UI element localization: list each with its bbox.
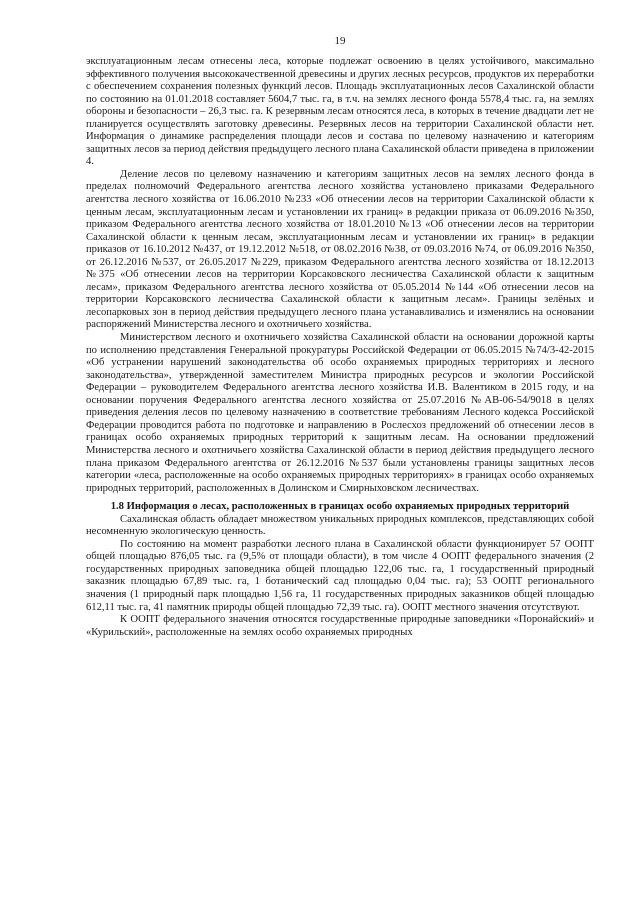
paragraph-forest-division: Деление лесов по целевому назначению и категориям защитных лесов на землях лесного фонда в пределах полномочий Федерального агентства лесного хозяйства установлено приказами Федерального агентства лесного хозяйства от 16.06.2010 №233 «Об отнесении лесов на территории Сахалинской области к ценным лесам, эксплуатационным лесам и установлении их границ» в редакции приказа от 06.09.2016 №350, приказом Федерального агентства лесного хозяйства от 18.01.2010 №13 «Об отнесении лесов на территории Сахалинской области к ценным лесам, эксплуатационным лесам и установлении их границ» в редакции приказов от 16.10.2012 №437, от 19.12.2012 №518, от 08.02.2016 №38, от 09.03.2016 №74, от 06.09.2016 №350, от 26.12.2016 №537, от 26.05.2017 №229, приказом Федерального агентства лесного хозяйства от 18.12.2013 №375 «Об отнесении лесов на территории Корсаковского лесничества Сахалинской области к защитным лесам», приказом Федерального агентства лесного хозяйства от 05.05.2014 №144 «Об отнесении лесов на территории Корсаковского лесничества Сахалинской области к защитным лесам». Границы зелёных и лесопарковых зон в период действия предыдущего лесного плана устанавливались и изменялись на основании распоряжений Министерства лесного и охотничьего хозяйства. xyxy=(86,168,594,331)
paragraph-federal-oopt: К ООПТ федерального значения относятся государственные природные заповедники «Поронайский» и «Курильский», расположенные на землях особо охраняемых природных xyxy=(86,614,594,638)
paragraph-natural-complexes: Сахалинская область обладает множеством уникальных природных комплексов, представляющих собой несомненную экологическую ценность. xyxy=(86,513,594,538)
paragraph-exploitation-forests: эксплуатационным лесам отнесены леса, которые подлежат освоению в целях устойчивого, максимально эффективного получения высококачественной древесины и других лесных ресурсов, продуктов их переработки с обеспечением сохранения полезных функций лесов. Площадь эксплуатационных лесов Сахалинской области по состоянию на 01.01.2018 составляет 5604,7 тыс. га, в т.ч. на землях лесного фонда 5578,4 тыс. га, на землях обороны и безопасности – 26,3 тыс. га. К резервным лесам относятся леса, в которых в течение двадцати лет не планируется осуществлять заготовку древесины. Резервных лесов на территории Сахалинской области нет. Информация о динамике распределения площади лесов и состава по целевому назначению и категориям защитных лесов за период действия предыдущего лесного плана Сахалинской области приведена в приложении 4. xyxy=(86,56,594,168)
page-number: 19 xyxy=(334,35,346,47)
section-heading: 1.8 Информация о лесах, расположенных в границах особо охраняемых природных территорий xyxy=(110,501,570,513)
paragraph-oopt-statistics: По состоянию на момент разработки лесного плана в Сахалинской области функционирует 57 ООПТ общей площадью 876,05 тыс. га (9,5% от площади области), в том числе 4 ООПТ федерального значения (2 государственных природных заповедника общей площадью 122,06 тыс. га, 1 государственный природный заказник площадью 67,89 тыс. га, 1 ботанический сад площадью 0,04 тыс. га); 53 ООПТ регионального значения (1 природный парк площадью 1,56 га, 11 государственных природных заказников общей площадью 612,11 тыс. га, 41 памятник природы общей площадью 72,39 тыс. га). ООПТ местного значения отсутствуют. xyxy=(86,538,594,613)
paragraph-ministry-work: Министерством лесного и охотничьего хозяйства Сахалинской области на основании дорожной карты по исполнению представления Генеральной прокуратуры Российской Федерации от 06.05.2015 №74/3-42-2015 «Об устранении нарушений законодательства об особо охраняемых природных территориях и лесного законодательства», утвержденной заместителем Министра природных ресурсов и экологии Российской Федерации – руководителем Федерального агентства лесного хозяйства И.В. Валентиком в 2015 году, и на основании поручения Федерального агентства лесного хозяйства от 25.07.2016 №АВ-06-54/9018 в целях приведения деления лесов по целевому назначению в соответствие требованиям Лесного кодекса Российской Федерации проводится работа по подготовке и направлению в Рослесхоз предложений об отнесении лесов в границах особо охраняемых природных территорий к защитным лесам. На основании предложений Министерства лесного и охотничьего хозяйства Сахалинской области в период действия предыдущего лесного плана приказом Федерального агентства от 26.12.2016 №537 были установлены границы защитных лесов категории «леса, расположенные на особо охраняемых природных территориях» в границах особо охраняемых природных территорий, расположенных в Долинском и Смирныховском лесничествах. xyxy=(86,332,594,494)
